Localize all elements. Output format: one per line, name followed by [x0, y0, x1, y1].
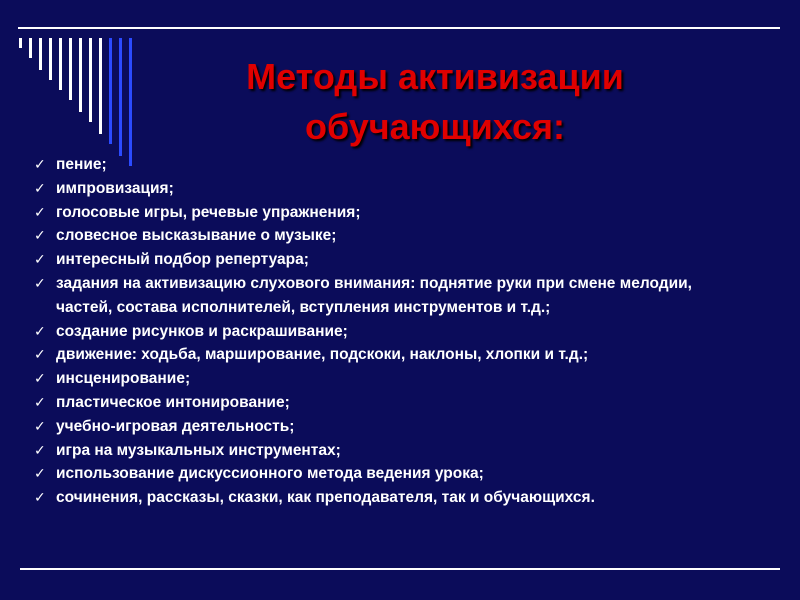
- list-item-text: задания на активизацию слухового внимания: поднятие руки при смене мелодии, частей, состава исполнителей, вступления инструментов и т.д.;: [56, 274, 692, 316]
- list-item-text: инсценирование;: [56, 370, 191, 388]
- methods-list: [34, 153, 780, 510]
- list-item: [34, 201, 780, 225]
- stripe: [39, 38, 42, 70]
- list-item: [34, 343, 780, 367]
- list-item-text: импровизация;: [56, 179, 174, 197]
- list-item-text: пластическое интонирование;: [56, 393, 290, 411]
- list-item-text: интересный подбор репертуара;: [56, 251, 309, 269]
- bottom-divider-line: [20, 568, 780, 570]
- stripe: [129, 38, 132, 166]
- list-item: [34, 248, 780, 272]
- list-item-text: словесное высказывание о музыке;: [56, 227, 337, 245]
- list-item: [34, 367, 780, 391]
- list-item-text: движение: ходьба, марширование, подскоки, наклоны, хлопки и т.д.;: [56, 346, 589, 364]
- checkmark-icon: ✓: [34, 417, 46, 434]
- list-item-text: пение;: [56, 156, 107, 173]
- checkmark-icon: ✓: [34, 346, 46, 363]
- checkmark-icon: ✓: [34, 156, 46, 172]
- checkmark-icon: ✓: [34, 465, 46, 482]
- list-item-text: использование дискуссионного метода ведения урока;: [56, 465, 484, 483]
- stripe: [69, 38, 72, 100]
- checkmark-icon: ✓: [34, 441, 46, 458]
- list-item-text: голосовые игры, речевые упражнения;: [56, 203, 361, 221]
- list-item: [34, 177, 780, 201]
- stripe: [49, 38, 52, 80]
- title-line-2: обучающихся:: [304, 106, 566, 147]
- stripe: [79, 38, 82, 112]
- list-item-text: игра на музыкальных инструментах;: [56, 441, 341, 459]
- checkmark-icon: ✓: [34, 227, 46, 244]
- checkmark-icon: ✓: [34, 251, 46, 268]
- list-item: [34, 272, 706, 320]
- list-item-text: создание рисунков и раскрашивание;: [56, 322, 348, 340]
- slide-title: [200, 52, 670, 152]
- list-item: [34, 415, 780, 439]
- list-item: [34, 462, 780, 486]
- list-item: [34, 486, 780, 510]
- list-item-text: учебно-игровая деятельность;: [56, 417, 295, 435]
- stripe: [119, 38, 122, 156]
- stripe: [59, 38, 62, 90]
- checkmark-icon: ✓: [34, 489, 46, 506]
- stripe: [19, 38, 22, 48]
- stripe: [89, 38, 92, 122]
- list-item: [34, 224, 780, 248]
- list-item-text: сочинения, рассказы, сказки, как преподавателя, так и обучающихся.: [56, 489, 595, 507]
- checkmark-icon: ✓: [34, 370, 46, 387]
- checkmark-icon: ✓: [34, 274, 46, 291]
- title-line-1: Методы активизации: [246, 56, 624, 97]
- checkmark-icon: ✓: [34, 179, 46, 196]
- stripe: [99, 38, 102, 134]
- list-item: [34, 391, 780, 415]
- stripe: [29, 38, 32, 58]
- checkmark-icon: ✓: [34, 203, 46, 220]
- list-item: [34, 153, 780, 177]
- checkmark-icon: ✓: [34, 322, 46, 339]
- list-item: [34, 320, 780, 344]
- stripe: [109, 38, 112, 144]
- checkmark-icon: ✓: [34, 393, 46, 410]
- list-item: [34, 439, 780, 463]
